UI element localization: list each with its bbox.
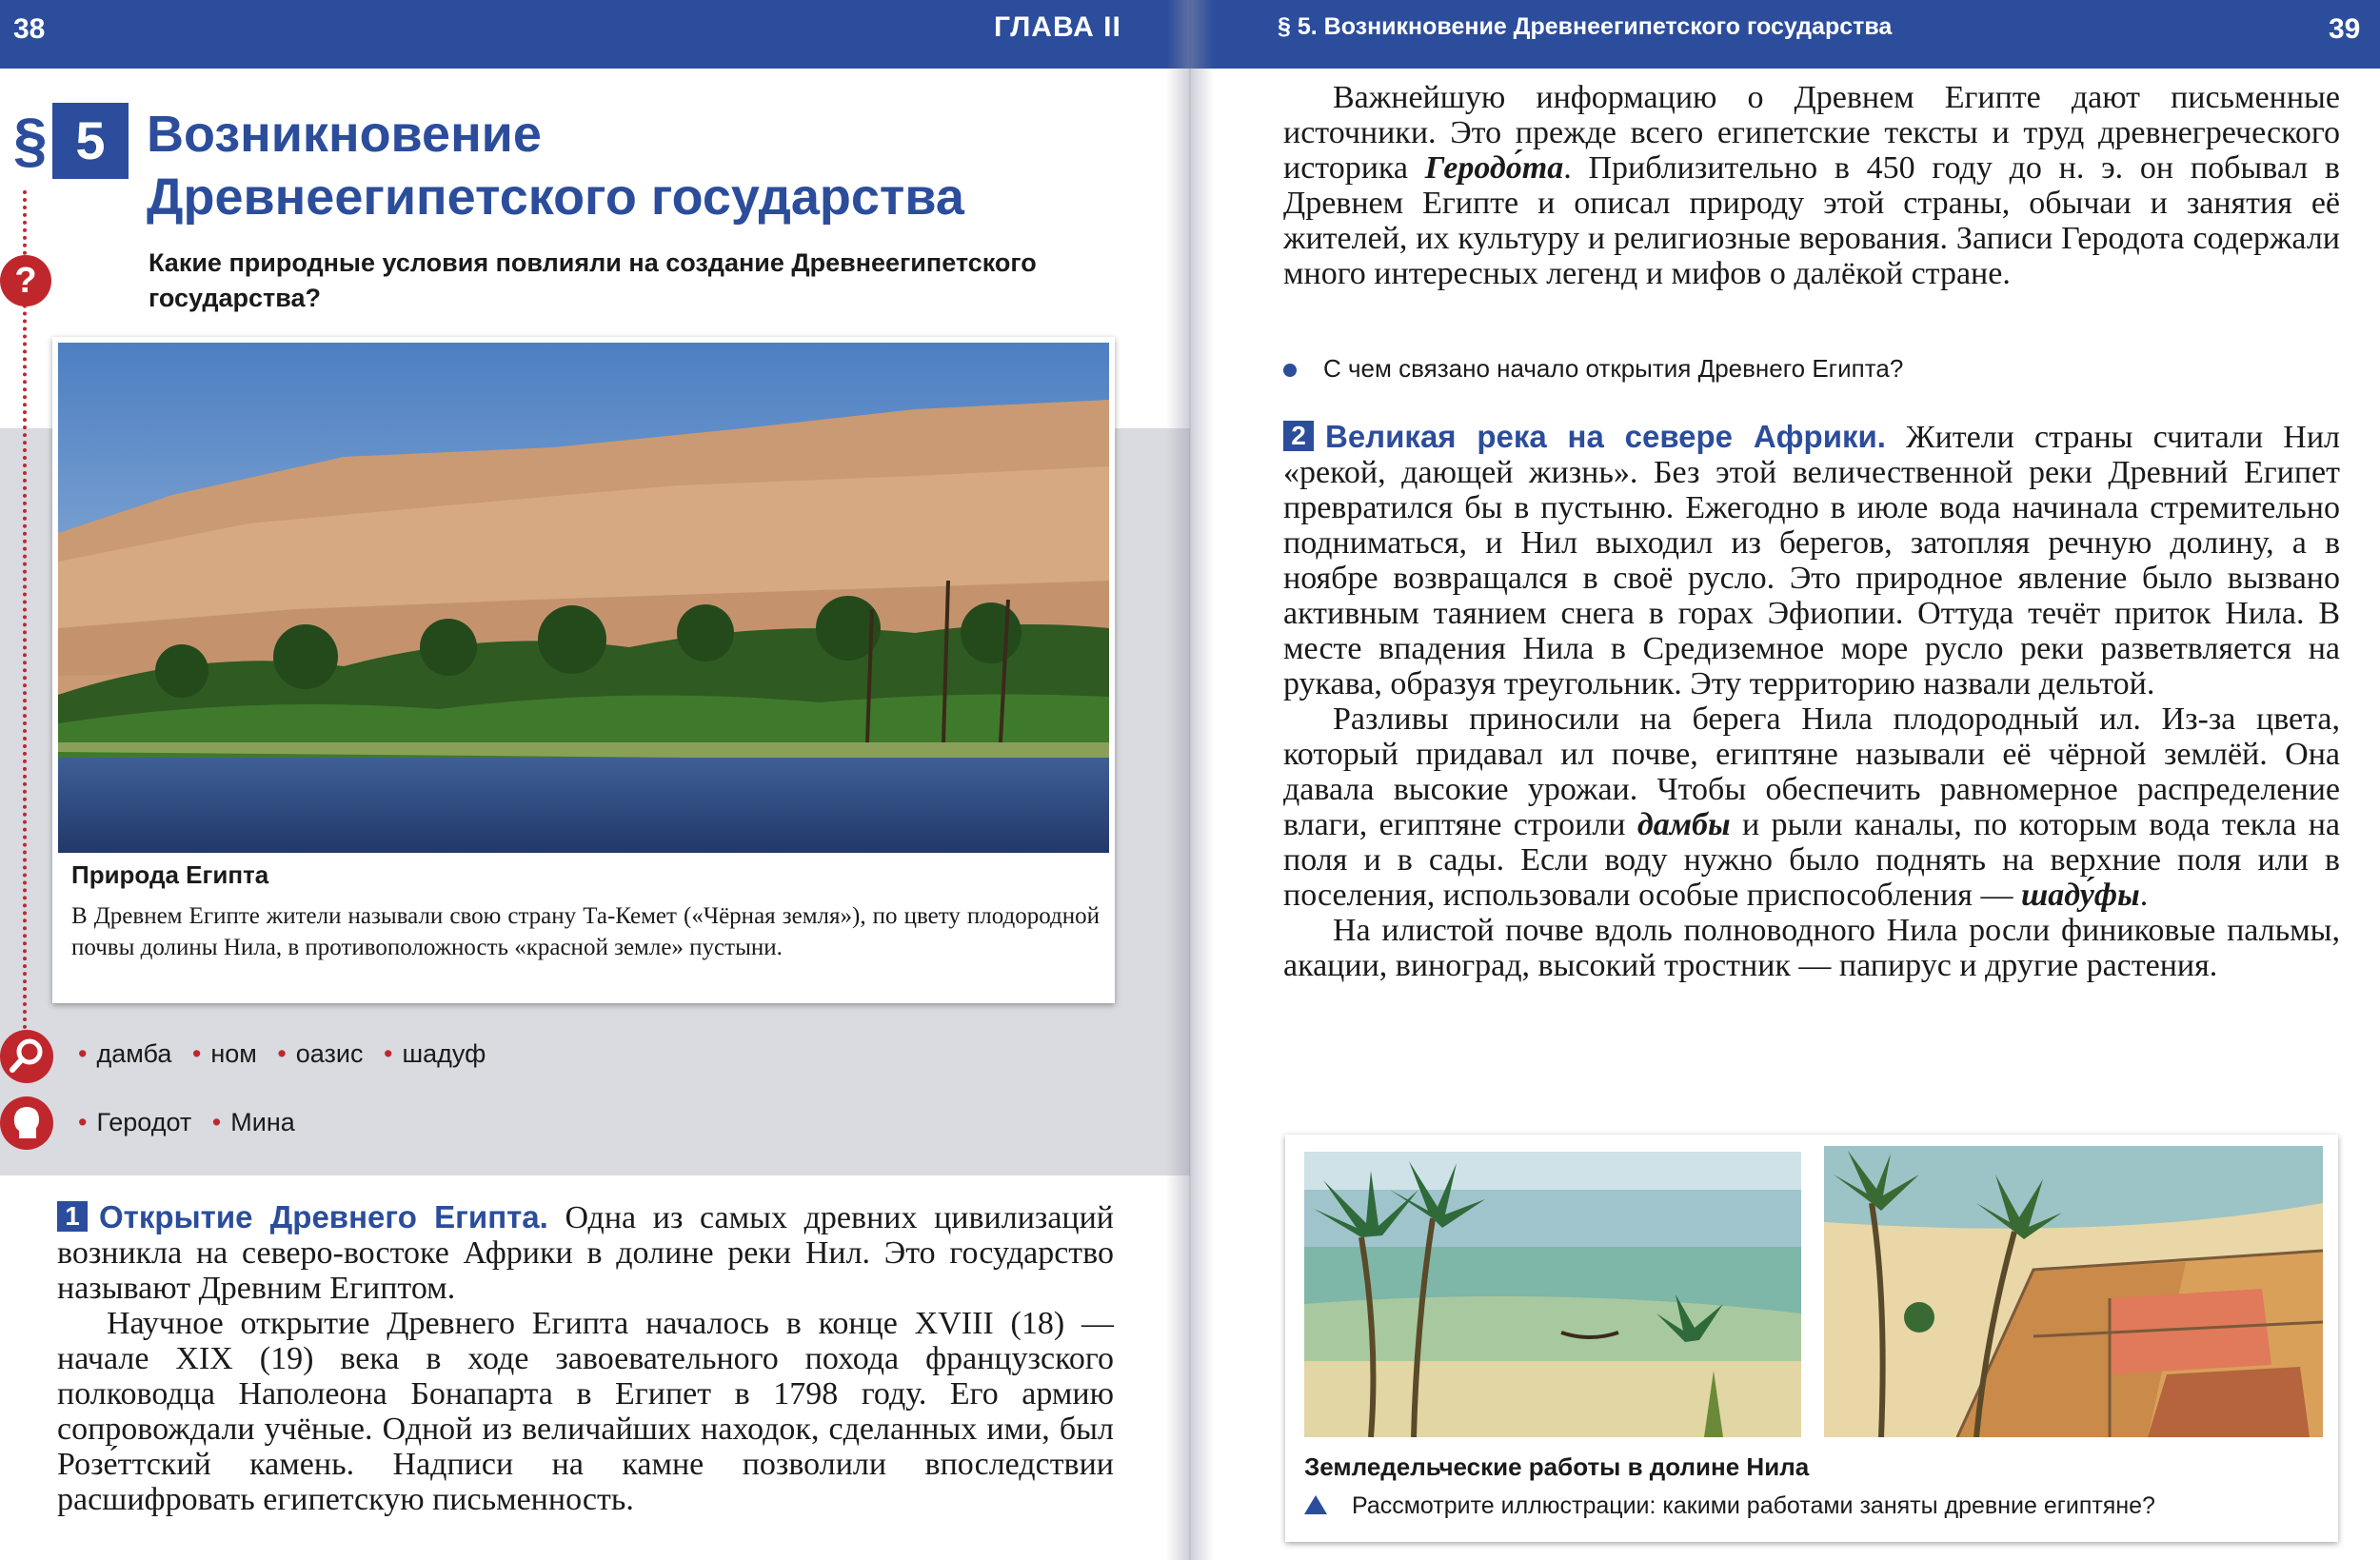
check-question [1283,354,2330,384]
section-1-paragraph-1: Одна из самых древних цивилизаций возникла на северо-востоке Африки в долине реки Нил. Это государство называют Древним Египтом. [57,1200,1115,1306]
book-gutter [1166,0,1214,1560]
search-icon [0,1030,53,1083]
illustration-question-text: Рассмотрите иллюстрации: какими работами заняты древние египтяне? [1352,1492,2155,1519]
field-irrigation-illustration [1824,1146,2323,1437]
key-term: оазис [295,1039,364,1068]
left-page-number: 38 [13,13,46,45]
nile-photo-figure [52,337,1115,1003]
farming-illustration-figure [1285,1135,2338,1542]
lesson-question: Какие природные условия повлияли на создание Древнеегипетского государства? [149,248,1037,312]
person-icon [0,1096,53,1150]
question-icon: ? [0,255,51,306]
title-line-1: Возникновение [147,106,542,163]
paragraph-part: . [2139,878,2149,913]
illustration-question [1304,1492,2155,1520]
section-heading-1: Открытие Древнего Египта. [99,1199,548,1234]
section-2-paragraph-3: На илистой почве вдоль полноводного Нила росли финиковые пальмы, акации, виноград, высокий тростник — папирус и другие растения. [1283,913,2340,983]
nile-river-illustration [1304,1152,1801,1437]
intro-text [1283,80,2340,291]
check-question-text: С чем связано начало открытия Древнего Египта? [1323,354,1904,383]
title-line-2: Древнеегипетского государства [147,168,964,226]
key-term: дамба [96,1039,172,1068]
bullet-dot-icon [1283,364,1297,377]
section-2-text [1283,419,2340,983]
illustration-caption-title: Земледельческие работы в долине Нила [1304,1452,1810,1481]
key-persons-list [78,1108,308,1137]
section-number-2: 2 [1283,421,1314,451]
bullet-dot-icon: • [211,1108,222,1136]
key-term: шадуф [402,1039,486,1068]
intro-text-part: Важнейшую информацию о Древнем Египте дают письменные источники. Это прежде всего египетские тексты и труд древнегреческого историка [1283,80,2340,186]
dotted-margin-line [23,190,27,1037]
key-person: Мина [230,1108,295,1136]
right-page [1190,0,2380,1560]
bullet-dot-icon: • [277,1039,287,1068]
left-header-bar [0,0,1190,69]
page-title [147,103,1003,228]
key-terms-list [78,1039,499,1069]
bullet-dot-icon: • [191,1039,202,1068]
bullet-dot-icon: • [384,1039,393,1068]
section-heading-2: Великая река на севере Африки. [1325,419,1886,454]
bullet-dot-icon: • [78,1039,88,1068]
section-2-paragraph-2 [1283,701,2340,913]
section-1-text [57,1199,1114,1517]
running-title: § 5. Возникновение Древнеегипетского государства [1278,13,1893,40]
intro-text-part: . Приблизительно в 450 году до н. э. он побывал в Древнем Египте и описал природу этой страны, обычаи и занятия её жителей, их культуру и религиозные верования. Записи Геродота содержали много интересных легенд и мифов о далёкой стране. [1283,150,2340,291]
nile-landscape-image [58,343,1109,853]
term-dams: дамбы [1636,807,1731,842]
bullet-dot-icon: • [78,1108,88,1136]
nile-landscape-photo [58,343,1109,853]
chapter-label: ГЛАВА II [994,11,1121,43]
right-header-bar [1190,0,2380,69]
paragraph-part: и рыли каналы, по которым вода текла на поля и в сады. Если воду нужно было поднять на верхние поля или в поселения, использовали особые приспособления — [1283,807,2341,913]
section-1-paragraph-2: Научное открытие Древнего Египта началось в конце XVIII (18) — начале XIX (19) века в ходе завоевательного похода французского полководца Наполеона Бонапарта в Египет в 1798 году. Его армию сопровождали учёные. Одной из величайших находок, сделанных ими, был Розе́ттский камень. Надписи на камне позволили впоследствии расшифровать египетскую письменность. [57,1306,1114,1517]
photo-caption-title: Природа Египта [71,860,269,889]
term-shadufs: шаду́фы [2020,878,2140,913]
right-page-number: 39 [2329,13,2361,45]
section-2-paragraph-1: Жители страны считали Нил «рекой, дающей жизнь». Без этой величественной реки Древний Египет превратился бы в пустыню. Ежегодно в июле вода начинала стремительно подниматься, и Нил выходил из берегов, затопляя речную долину, а в ноябре возвращался в своё русло. Это природное явление было вызвано активным таянием снега в горах Эфиопии. Оттуда течёт приток Нила. В месте впадения Нила в Средиземное море русло реки разветвляется на рукава, образуя треугольник. Эту территорию назвали дельтой. [1283,420,2341,701]
herodotus-name: Геродо́та [1424,150,1564,186]
key-term: ном [210,1039,257,1068]
key-person: Геродот [96,1108,192,1136]
paragraph-number-box: 5 [52,103,129,179]
photo-caption-text: В Древнем Египте жители называли свою страну Та-Кемет («Чёрная земля»), по цвету плодородной почвы долины Нила, в противоположность «красной земле» пустыни. [71,903,1100,960]
paragraph-sign: § [13,106,48,174]
section-number-1: 1 [57,1201,88,1232]
triangle-icon [1304,1495,1327,1514]
paragraph-part: Разливы приносили на берега Нила плодородный ил. Из-за цвета, который придавал ил почве, египтяне называли её чёрной землёй. Она давала высокие урожаи. Чтобы обеспечить равномерное распределение влаги, египтяне строили [1283,701,2340,842]
